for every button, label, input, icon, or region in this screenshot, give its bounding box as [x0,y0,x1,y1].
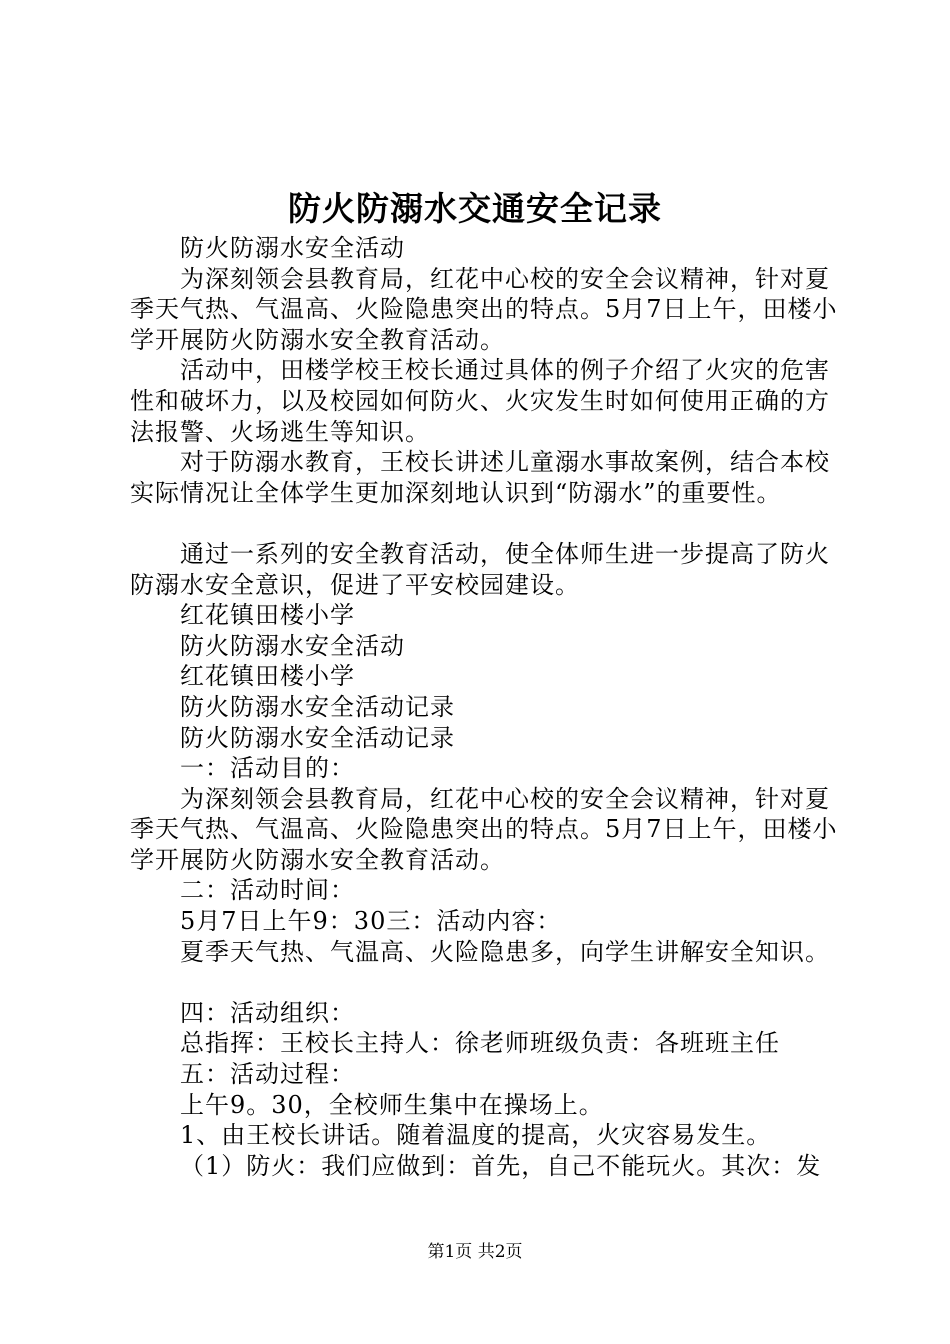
document-paragraph: 为深刻领会县教育局，红花中心校的安全会议精神，针对夏季天气热、气温高、火险隐患突出的特点。5月7日上午，田楼小学开展防火防溺水安全教育活动。 [130,264,838,354]
document-paragraph: 5月7日上午9：30三：活动内容： [180,907,562,936]
document-paragraph: 总指挥：王校长主持人：徐老师班级负责：各班班主任 [180,1029,780,1058]
document-body [130,233,845,1181]
document-title: 防火防溺水交通安全记录 [288,189,662,228]
document-paragraph: 夏季天气热、气温高、火险隐患多，向学生讲解安全知识。 [180,937,830,966]
document-paragraph: 防火防溺水安全活动 [180,631,405,660]
document-paragraph: 红花镇田楼小学 [180,662,355,691]
document-paragraph: 通过一系列的安全教育活动，使全体师生进一步提高了防火防溺水安全意识，促进了平安校园建设。 [130,539,830,599]
document-paragraph: 1、由王校长讲话。随着温度的提高，火灾容易发生。 [180,1121,772,1150]
document-paragraph: 一：活动目的： [180,754,355,783]
document-paragraph: 活动中，田楼学校王校长通过具体的例子介绍了火灾的危害性和破坏力，以及校园如何防火、火灾发生时如何使用正确的方法报警、火场逃生等知识。 [130,356,830,446]
document-paragraph: 防火防溺水安全活动记录 [180,692,455,721]
document-paragraph: 防火防溺水安全活动记录 [180,723,455,752]
document-paragraph: 对于防溺水教育，王校长讲述儿童溺水事故案例，结合本校实际情况让全体学生更加深刻地认识到“防溺水”的重要性。 [130,448,830,507]
document-paragraph: 四：活动组织： [180,998,355,1027]
document-paragraph: 为深刻领会县教育局，红花中心校的安全会议精神，针对夏季天气热、气温高、火险隐患突出的特点。5月7日上午，田楼小学开展防火防溺水安全教育活动。 [130,784,838,874]
document-paragraph: 上午9。30，全校师生集中在操场上。 [180,1090,604,1119]
document-paragraph: 防火防溺水安全活动 [180,234,405,262]
document-paragraph: 五：活动过程： [180,1060,355,1089]
document-paragraph: （1）防火：我们应做到：首先，自己不能玩火。其次：发 [180,1151,822,1180]
paragraph-gap [130,508,845,539]
page-footer: 第1页 共2页 [427,1242,523,1262]
paragraph-gap [130,967,845,998]
document-paragraph: 二：活动时间： [180,876,355,905]
document-paragraph: 红花镇田楼小学 [180,601,355,630]
